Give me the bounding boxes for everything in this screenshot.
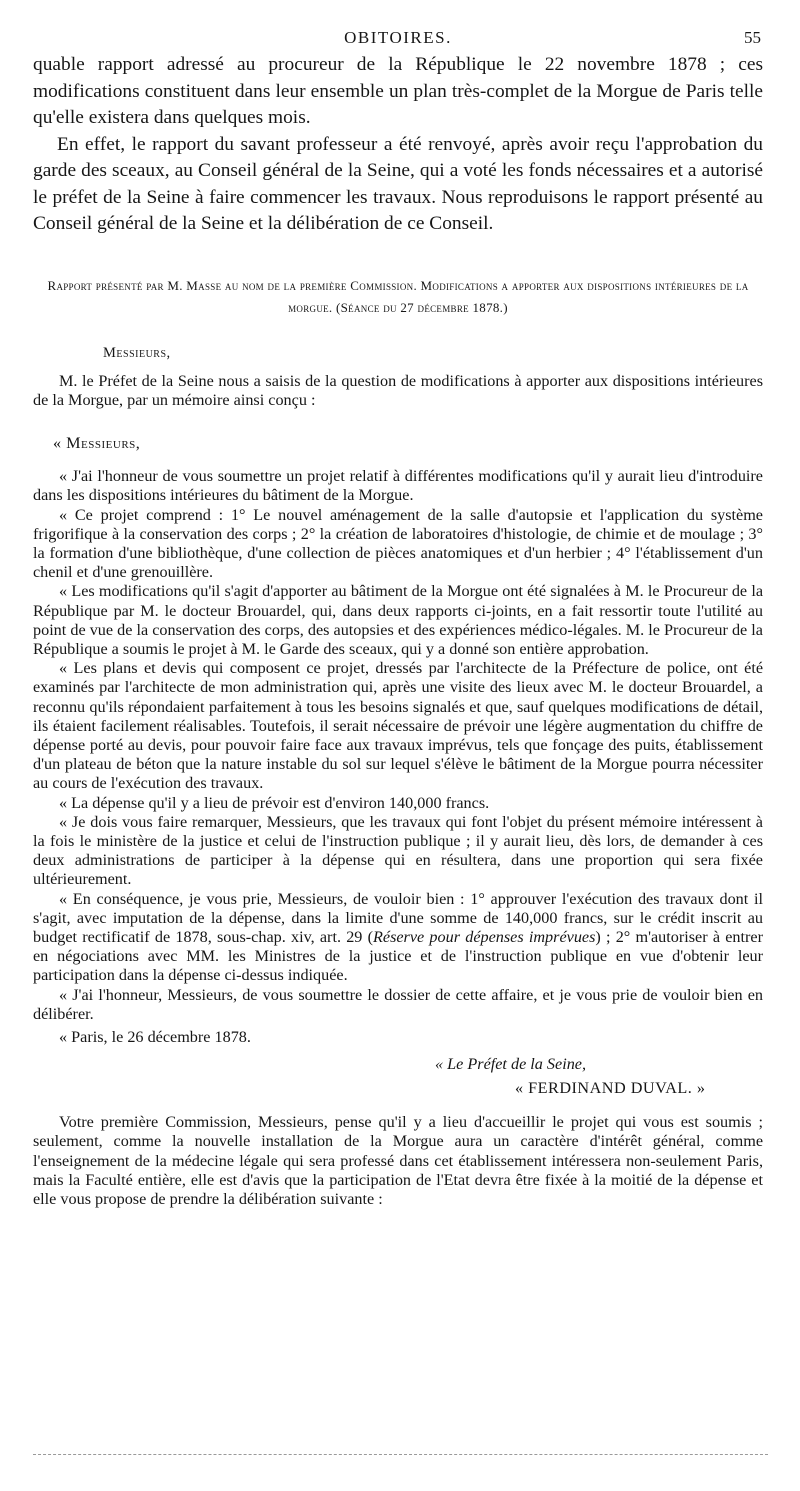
intro-paragraph-1: quable rapport adressé au procureur de la République le 22 novembre 1878 ; ces modifications constituent dans leur ensemble un plan très-complet de la Morgue de Paris telle qu'elle existera dans quelques mois. [33, 54, 763, 128]
closing-paragraph: Votre première Commission, Messieurs, pense qu'il y a lieu d'accueillir le projet qui vous est soumis ; seulement, comme la nouvelle installation de la Morgue aura un caractère d'intérêt général, comme l'enseignement de la médecine légale qui sera professé dans cet établissement intéressera non-seulement Paris, mais la Faculté entière, elle est d'avis que la participation de l'Etat devra être fixée à la moitié de la dépense et elle vous propose de prendre la délibération suivante : [33, 1113, 763, 1209]
report-title: Rapport présenté par M. Masse au nom de la première Commission. Modifications a apporter aux dispositions intérieures de la morgue. (Séance du 27 décembre 1878.) [47, 277, 749, 315]
quote-paragraph-7 [33, 890, 763, 986]
signature-title: « Le Préfet de la Seine, [435, 1055, 587, 1074]
quote-paragraph-3: « Les modifications qu'il s'agit d'apporter au bâtiment de la Morgue ont été signalées à M. le Procureur de la République par M. le docteur Brouardel, qui, dans deux rapports ci-joints, en a fait ressortir toute l'utilité au point de vue de la conservation des corps, des autopsies et des expériences médico-légales. M. le Procureur de la République a soumis le projet à M. le Garde des sceaux, qui y a donné son entière approbation. [33, 582, 763, 658]
page-number: 55 [744, 28, 761, 47]
page-header [33, 26, 763, 52]
quote-paragraph-7-italic: Réserve pour dépenses imprévues [373, 927, 596, 946]
quote-paragraph-4: « Les plans et devis qui composent ce projet, dressés par l'architecte de la Préfecture de police, ont été examinés par l'architecte de mon administration qui, après une visite des lieux avec M. le docteur Brouardel, a reconnu qu'ils répondaient parfaitement à tous les besoins signalés et que, sauf quelques modifications de détail, ils étaient facilement réalisables. Toutefois, il serait nécessaire de prévoir une légère augmentation du chiffre de dépense porté au devis, pour pouvoir faire face aux travaux imprévus, tels que fonçage des puits, établissement d'un plateau de béton que la nature instable du sol sur lequel s'élève le bâtiment de la Morgue pourra nécessiter au cours de l'exécution des travaux. [33, 659, 763, 793]
quote-paragraph-2: « Ce projet comprend : 1° Le nouvel aménagement de la salle d'autopsie et l'application du système frigorifique à la conservation des corps ; 2° la création de laboratoires d'histologie, de chimie et de moulage ; 3° la formation d'une bibliothèque, d'une collection de pièces anatomiques et d'un herbier ; 4° l'établissement d'un chenil et d'une grenouillère. [33, 505, 763, 582]
signature-block [33, 1049, 763, 1113]
quote-paragraph-5: « La dépense qu'il y a lieu de prévoir est d'environ 140,000 francs. [59, 793, 490, 812]
page [33, 26, 763, 1209]
intro-section [33, 52, 763, 238]
quote-paragraph-8: « J'ai l'honneur, Messieurs, de vous soumettre le dossier de cette affaire, et je vous prie de vouloir bien en délibérer. [33, 985, 763, 1023]
quote-date: « Paris, le 26 décembre 1878. [59, 1028, 251, 1046]
quote-paragraph-7-part-a: « En conséquence, je vous prie, Messieurs, de vouloir bien : 1° approuver l'exécution des travaux dont il s'agit, avec imputation de la dépense, dans la limite d'une somme de 140,000 francs, sur le crédit inscrit au budget rectificatif de 1878, sous-chap. xiv, art. 29 ( [33, 889, 763, 946]
footer-dotted-rule [33, 1454, 768, 1455]
quote-paragraph-7-part-b: ) ; 2° m'autoriser à entrer en négociations avec MM. les Ministres de la justice et de l'instruction publique en vue d'obtenir leur participation dans la dépense ci-dessus indiquée. [33, 927, 763, 985]
quote-salutation: « Messieurs, [53, 433, 141, 452]
report-salutation: Messieurs, [103, 344, 171, 361]
report-body [33, 372, 763, 1210]
quote-paragraph-1: « J'ai l'honneur de vous soumettre un projet relatif à différentes modifications qu'il y aurait lieu d'introduire dans les dispositions intérieures du bâtiment de la Morgue. [33, 467, 763, 505]
intro-paragraph-2: En effet, le rapport du savant professeur a été renvoyé, après avoir reçu l'approbation du garde des sceaux, au Conseil général de la Seine, qui a voté les fonds nécessaires et a autorisé le préfet de la Seine à faire commencer les travaux. Nous reproduisons le rapport présenté au Conseil général de la Seine et la délibération de ce Conseil. [33, 133, 763, 234]
quote-paragraph-6: « Je dois vous faire remarquer, Messieurs, que les travaux qui font l'objet du présent mémoire intéressent à la fois le ministère de la justice et celui de l'instruction publique ; il y aurait lieu, dès lors, de demander à ces deux administrations de participer à la dépense qui en résultera, dans une proportion qui sera fixée ultérieurement. [33, 812, 763, 889]
running-title: OBITOIRES. [344, 28, 452, 47]
report-intro-paragraph: M. le Préfet de la Seine nous a saisis de la question de modifications à apporter aux dispositions intérieures de la Morgue, par un mémoire ainsi conçu : [33, 371, 763, 409]
signature-name: « FERDINAND DUVAL. » [515, 1079, 706, 1098]
